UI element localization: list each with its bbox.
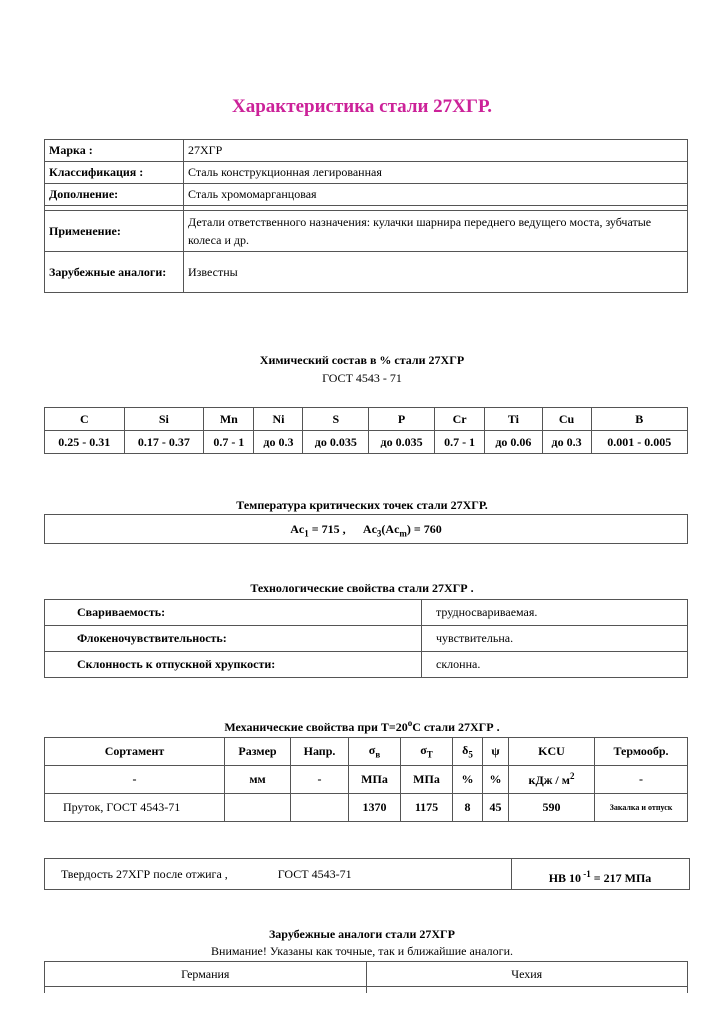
ac1-value: = 715 , (308, 522, 346, 536)
mech-value-8 (595, 794, 688, 822)
mech-value-0-text: Пруток, ГОСТ 4543-71 (63, 800, 181, 814)
info-value: Сталь конструкционная легированная (184, 162, 688, 184)
mech-unit-4 (401, 766, 453, 794)
chem-element-s (303, 408, 369, 431)
mech-title-pre: Механические свойства при Т=20 (224, 720, 408, 734)
mech-value-4-text: 1175 (414, 800, 439, 814)
chem-element-b (591, 408, 687, 431)
chem-element-cr (434, 408, 484, 431)
mech-value-0 (45, 794, 225, 822)
chem-value-mn-text: 0.7 - 1 (213, 434, 245, 449)
hardness-label: Твердость 27ХГР после отжига , (61, 867, 228, 881)
info-value: Сталь хромомарганцовая (184, 184, 688, 206)
chem-value-row (45, 431, 688, 454)
page-title: Характеристика стали 27ХГР. (232, 96, 492, 117)
ac3-mid: (Ac (381, 522, 400, 536)
mech-unit-6-text: % (489, 772, 502, 786)
info-row-application (45, 211, 688, 252)
tech-label: Свариваемость: (45, 600, 422, 626)
mech-value-7 (509, 794, 595, 822)
mech-unit-1 (225, 766, 291, 794)
info-value: 27ХГР (184, 140, 688, 162)
tech-title: Технологические свойства стали 27ХГР . (250, 581, 474, 595)
analog-country-czech: Чехия (366, 962, 688, 987)
analogs-note: Внимание! Указаны как точные, так и ближайшие аналоги. (211, 944, 513, 958)
mech-unit-4-text: МПа (413, 772, 440, 786)
mech-unit-0 (45, 766, 225, 794)
mech-header-7 (509, 738, 595, 766)
mech-header-0 (45, 738, 225, 766)
info-row-addition (45, 184, 688, 206)
mech-unit-3-text: МПа (361, 772, 388, 786)
chem-value-p (369, 431, 435, 454)
mech-header-0-text: Сортамент (104, 744, 165, 758)
info-label: Зарубежные аналоги: (45, 252, 184, 293)
mech-data-row (45, 794, 688, 822)
mech-title-post: С стали 27ХГР . (412, 720, 500, 734)
mech-unit-6 (483, 766, 509, 794)
info-row-grade (45, 140, 688, 162)
info-value: Известны (184, 252, 688, 293)
analog-country-germany: Германия (45, 962, 367, 987)
chem-header-row (45, 408, 688, 431)
hardness-box (44, 858, 690, 890)
info-row-analogs (45, 252, 688, 293)
mech-value-5 (453, 794, 483, 822)
tech-row-flake (45, 626, 688, 652)
chem-element-si (124, 408, 204, 431)
mech-header-6-text: ψ (491, 744, 500, 758)
tech-value: трудносвариваемая. (422, 600, 688, 626)
info-label: Применение: (45, 211, 184, 252)
mech-header-8-text: Термообр. (613, 744, 669, 758)
mech-header-row (45, 738, 688, 766)
chem-element-b-text: B (635, 411, 644, 426)
mech-value-8-text: Закалка и отпуск (609, 803, 673, 812)
chem-value-b (591, 431, 687, 454)
chem-value-ti (485, 431, 542, 454)
mech-unit-sup: 2 (569, 771, 575, 781)
mech-header-sub: 5 (468, 749, 473, 760)
info-value: Детали ответственного назначения: кулачки шарнира переднего ведущего моста, зубчатые колеса и др. (184, 211, 688, 252)
chem-title: Химический состав в % стали 27ХГР (259, 353, 465, 367)
chem-element-mn (204, 408, 254, 431)
mech-value-7-text: 590 (542, 800, 561, 814)
info-row-classification (45, 162, 688, 184)
mech-header-6 (483, 738, 509, 766)
ac3-value: ) = 760 (406, 522, 442, 536)
chem-value-c (45, 431, 125, 454)
mech-value-6-text: 45 (489, 800, 502, 814)
chem-element-ni-text: Ni (272, 411, 285, 426)
mech-unit-2-text: - (317, 772, 322, 786)
info-label: Классификация : (45, 162, 184, 184)
tech-label: Флокеночувствительность: (45, 626, 422, 652)
chem-value-si (124, 431, 204, 454)
chem-value-mn (204, 431, 254, 454)
mech-unit-8 (595, 766, 688, 794)
mech-unit-5 (453, 766, 483, 794)
chem-element-c-text: C (79, 411, 89, 426)
critical-points-box (44, 514, 688, 544)
chem-value-p-text: до 0.035 (380, 434, 423, 449)
critical-title: Температура критических точек стали 27ХГР. (236, 498, 488, 512)
chem-element-cr-text: Cr (452, 411, 467, 426)
analogs-empty-row (45, 987, 688, 994)
info-label: Марка : (45, 140, 184, 162)
mech-header-4-text: σ (420, 743, 427, 758)
chem-element-mn-text: Mn (219, 411, 238, 426)
chem-value-ni (254, 431, 303, 454)
analogs-table (44, 961, 688, 993)
chem-element-ti (485, 408, 542, 431)
chem-value-ni-text: до 0.3 (263, 434, 294, 449)
ac3-label: Ac (362, 522, 377, 536)
chem-element-ni (254, 408, 303, 431)
chem-value-cr-text: 0.7 - 1 (444, 434, 476, 449)
chem-element-p (369, 408, 435, 431)
mech-header-1-text: Размер (238, 744, 277, 758)
hardness-value-post: = 217 МПа (590, 871, 652, 885)
mech-value-2 (291, 794, 349, 822)
mech-title (0, 718, 724, 735)
mech-value-5-text: 8 (464, 800, 471, 814)
hardness-value-sup: -1 (581, 869, 591, 879)
chem-element-ti-text: Ti (507, 411, 519, 426)
ac1-label: Ac (290, 522, 305, 536)
acm-sub: m (399, 528, 407, 539)
chem-value-si-text: 0.17 - 0.37 (137, 434, 190, 449)
chem-value-cu-text: до 0.3 (551, 434, 582, 449)
mech-value-6 (483, 794, 509, 822)
mech-units-row (45, 766, 688, 794)
mech-header-1 (225, 738, 291, 766)
mech-header-8 (595, 738, 688, 766)
mech-unit-7-text: кДж / м (528, 773, 570, 787)
hardness-value-pre: HB 10 (548, 871, 582, 885)
ac3-sub: 3 (376, 528, 382, 539)
mech-unit-2 (291, 766, 349, 794)
chem-value-cr (434, 431, 484, 454)
mech-unit-5-text: % (461, 772, 474, 786)
chem-element-p-text: P (397, 411, 406, 426)
tech-value: склонна. (422, 652, 688, 678)
chem-element-cu-text: Cu (558, 411, 575, 426)
tech-label: Склонность к отпускной хрупкости: (45, 652, 422, 678)
mech-header-4 (401, 738, 453, 766)
info-label: Дополнение: (45, 184, 184, 206)
mech-table (44, 737, 688, 822)
chem-element-cu (542, 408, 591, 431)
mech-header-3-text: σ (368, 743, 376, 758)
mech-unit-3 (349, 766, 401, 794)
analogs-header-row (45, 962, 688, 987)
mech-header-3 (349, 738, 401, 766)
chem-element-si-text: Si (158, 411, 169, 426)
hardness-standard: ГОСТ 4543-71 (277, 867, 352, 881)
mech-header-sub: T (426, 749, 433, 760)
analogs-title: Зарубежные аналоги стали 27ХГР (268, 927, 456, 941)
chem-element-s-text: S (332, 411, 340, 426)
chem-value-ti-text: до 0.06 (495, 434, 532, 449)
chem-value-cu (542, 431, 591, 454)
mech-unit-1-text: мм (249, 772, 266, 786)
tech-value: чувствительна. (422, 626, 688, 652)
tech-table (44, 599, 688, 678)
hardness-value (511, 859, 688, 889)
mech-value-3-text: 1370 (362, 800, 387, 814)
mech-header-2 (291, 738, 349, 766)
ac1-sub: 1 (304, 528, 309, 539)
info-table (44, 139, 688, 293)
chem-standard: ГОСТ 4543 - 71 (322, 371, 402, 385)
chem-value-s-text: до 0.035 (314, 434, 357, 449)
mech-unit-7 (509, 766, 595, 794)
mech-header-5 (453, 738, 483, 766)
mech-title-sup: o (407, 718, 413, 728)
chem-value-b-text: 0.001 - 0.005 (607, 434, 672, 449)
mech-value-1 (225, 794, 291, 822)
mech-header-7-text: KCU (538, 744, 565, 758)
mech-value-4 (401, 794, 453, 822)
mech-value-3 (349, 794, 401, 822)
mech-header-sub: в (375, 749, 381, 760)
chem-value-c-text: 0.25 - 0.31 (58, 434, 111, 449)
mech-header-5-text: δ (462, 743, 469, 758)
tech-row-brittleness (45, 652, 688, 678)
hardness-text (61, 867, 352, 882)
mech-unit-8-text: - (639, 772, 643, 786)
chem-element-c (45, 408, 125, 431)
chem-table (44, 407, 688, 454)
chem-value-s (303, 431, 369, 454)
tech-row-weldability (45, 600, 688, 626)
mech-header-2-text: Напр. (303, 744, 336, 758)
mech-unit-0-text: - (132, 772, 137, 786)
